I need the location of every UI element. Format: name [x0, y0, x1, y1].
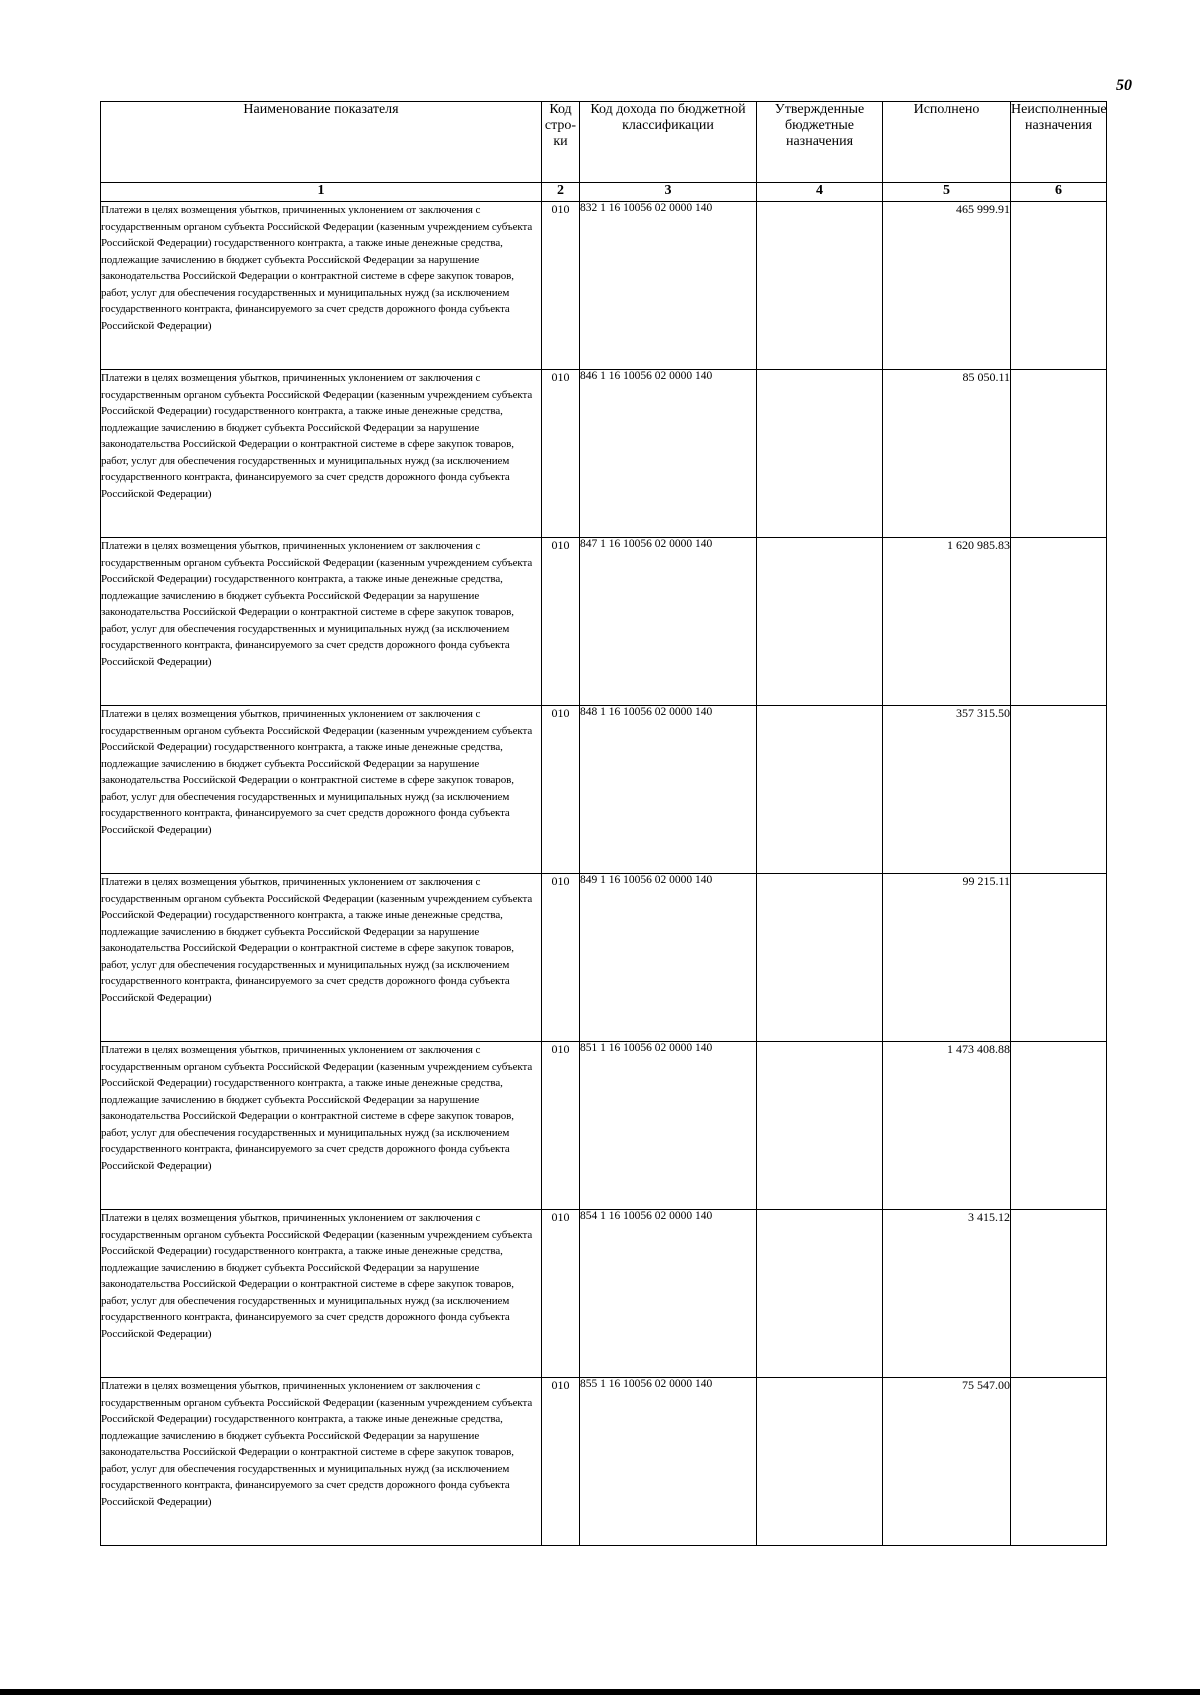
indicator-name: Платежи в целях возмещения убытков, причиненных уклонением от заключения с государственным органом субъекта Российской Федерации (казенным учреждением субъекта Российской Федерации) государственного контракта, а также иные денежные средства, подлежащие зачислению в бюджет субъекта Российской Федерации за нарушение законодательства Российской Федерации о контрактной системе в сфере закупок товаров, работ, услуг для обеспечения государственных и муниципальных нужд (за исключением государственного контракта, финансируемого за счет средств дорожного фонда субъекта Российской Федерации) [101, 706, 542, 874]
column-number: 2 [542, 183, 580, 202]
table-row [101, 1210, 1107, 1378]
unexecuted-amount [1011, 370, 1107, 538]
income-code: 848 1 16 10056 02 0000 140 [580, 706, 757, 874]
approved-amount [757, 538, 883, 706]
unexecuted-amount [1011, 538, 1107, 706]
indicator-name: Платежи в целях возмещения убытков, причиненных уклонением от заключения с государственным органом субъекта Российской Федерации (казенным учреждением субъекта Российской Федерации) государственного контракта, а также иные денежные средства, подлежащие зачислению в бюджет субъекта Российской Федерации за нарушение законодательства Российской Федерации о контрактной системе в сфере закупок товаров, работ, услуг для обеспечения государственных и муниципальных нужд (за исключением государственного контракта, финансируемого за счет средств дорожного фонда субъекта Российской Федерации) [101, 874, 542, 1042]
income-code: 846 1 16 10056 02 0000 140 [580, 370, 757, 538]
column-number: 4 [757, 183, 883, 202]
income-report-table [100, 101, 1107, 1546]
table-row [101, 370, 1107, 538]
unexecuted-amount [1011, 1210, 1107, 1378]
unexecuted-amount [1011, 202, 1107, 370]
approved-amount [757, 1378, 883, 1546]
scan-bottom-edge [0, 1689, 1200, 1695]
line-code: 010 [542, 370, 580, 538]
header-line-code: Код стро-ки [542, 102, 580, 183]
income-code: 855 1 16 10056 02 0000 140 [580, 1378, 757, 1546]
approved-amount [757, 1042, 883, 1210]
column-number: 6 [1011, 183, 1107, 202]
table-row [101, 1042, 1107, 1210]
table-column-numbers-row [101, 183, 1107, 202]
income-code: 851 1 16 10056 02 0000 140 [580, 1042, 757, 1210]
table-row [101, 202, 1107, 370]
line-code: 010 [542, 1210, 580, 1378]
page-number: 50 [1116, 77, 1132, 94]
indicator-name: Платежи в целях возмещения убытков, причиненных уклонением от заключения с государственным органом субъекта Российской Федерации (казенным учреждением субъекта Российской Федерации) государственного контракта, а также иные денежные средства, подлежащие зачислению в бюджет субъекта Российской Федерации за нарушение законодательства Российской Федерации о контрактной системе в сфере закупок товаров, работ, услуг для обеспечения государственных и муниципальных нужд (за исключением государственного контракта, финансируемого за счет средств дорожного фонда субъекта Российской Федерации) [101, 370, 542, 538]
income-code: 847 1 16 10056 02 0000 140 [580, 538, 757, 706]
unexecuted-amount [1011, 874, 1107, 1042]
approved-amount [757, 202, 883, 370]
header-unexecuted: Неисполненные назначения [1011, 102, 1107, 183]
header-executed: Исполнено [883, 102, 1011, 183]
column-number: 5 [883, 183, 1011, 202]
indicator-name: Платежи в целях возмещения убытков, причиненных уклонением от заключения с государственным органом субъекта Российской Федерации (казенным учреждением субъекта Российской Федерации) государственного контракта, а также иные денежные средства, подлежащие зачислению в бюджет субъекта Российской Федерации за нарушение законодательства Российской Федерации о контрактной системе в сфере закупок товаров, работ, услуг для обеспечения государственных и муниципальных нужд (за исключением государственного контракта, финансируемого за счет средств дорожного фонда субъекта Российской Федерации) [101, 1210, 542, 1378]
header-approved: Утвержденные бюджетные назначения [757, 102, 883, 183]
table-header-row [101, 102, 1107, 183]
approved-amount [757, 874, 883, 1042]
income-code: 849 1 16 10056 02 0000 140 [580, 874, 757, 1042]
unexecuted-amount [1011, 706, 1107, 874]
line-code: 010 [542, 538, 580, 706]
indicator-name: Платежи в целях возмещения убытков, причиненных уклонением от заключения с государственным органом субъекта Российской Федерации (казенным учреждением субъекта Российской Федерации) государственного контракта, а также иные денежные средства, подлежащие зачислению в бюджет субъекта Российской Федерации за нарушение законодательства Российской Федерации о контрактной системе в сфере закупок товаров, работ, услуг для обеспечения государственных и муниципальных нужд (за исключением государственного контракта, финансируемого за счет средств дорожного фонда субъекта Российской Федерации) [101, 1378, 542, 1546]
table-row [101, 706, 1107, 874]
table-row [101, 874, 1107, 1042]
executed-amount: 1 473 408.88 [883, 1042, 1011, 1210]
income-code: 854 1 16 10056 02 0000 140 [580, 1210, 757, 1378]
unexecuted-amount [1011, 1378, 1107, 1546]
line-code: 010 [542, 202, 580, 370]
executed-amount: 357 315.50 [883, 706, 1011, 874]
line-code: 010 [542, 1378, 580, 1546]
executed-amount: 465 999.91 [883, 202, 1011, 370]
approved-amount [757, 706, 883, 874]
line-code: 010 [542, 1042, 580, 1210]
approved-amount [757, 370, 883, 538]
header-indicator-name: Наименование показателя [101, 102, 542, 183]
executed-amount: 99 215.11 [883, 874, 1011, 1042]
executed-amount: 85 050.11 [883, 370, 1011, 538]
executed-amount: 75 547.00 [883, 1378, 1011, 1546]
indicator-name: Платежи в целях возмещения убытков, причиненных уклонением от заключения с государственным органом субъекта Российской Федерации (казенным учреждением субъекта Российской Федерации) государственного контракта, а также иные денежные средства, подлежащие зачислению в бюджет субъекта Российской Федерации за нарушение законодательства Российской Федерации о контрактной системе в сфере закупок товаров, работ, услуг для обеспечения государственных и муниципальных нужд (за исключением государственного контракта, финансируемого за счет средств дорожного фонда субъекта Российской Федерации) [101, 1042, 542, 1210]
line-code: 010 [542, 874, 580, 1042]
header-income-code: Код дохода по бюджетной классификации [580, 102, 757, 183]
indicator-name: Платежи в целях возмещения убытков, причиненных уклонением от заключения с государственным органом субъекта Российской Федерации (казенным учреждением субъекта Российской Федерации) государственного контракта, а также иные денежные средства, подлежащие зачислению в бюджет субъекта Российской Федерации за нарушение законодательства Российской Федерации о контрактной системе в сфере закупок товаров, работ, услуг для обеспечения государственных и муниципальных нужд (за исключением государственного контракта, финансируемого за счет средств дорожного фонда субъекта Российской Федерации) [101, 538, 542, 706]
income-code: 832 1 16 10056 02 0000 140 [580, 202, 757, 370]
column-number: 1 [101, 183, 542, 202]
table-row [101, 1378, 1107, 1546]
indicator-name: Платежи в целях возмещения убытков, причиненных уклонением от заключения с государственным органом субъекта Российской Федерации (казенным учреждением субъекта Российской Федерации) государственного контракта, а также иные денежные средства, подлежащие зачислению в бюджет субъекта Российской Федерации за нарушение законодательства Российской Федерации о контрактной системе в сфере закупок товаров, работ, услуг для обеспечения государственных и муниципальных нужд (за исключением государственного контракта, финансируемого за счет средств дорожного фонда субъекта Российской Федерации) [101, 202, 542, 370]
approved-amount [757, 1210, 883, 1378]
unexecuted-amount [1011, 1042, 1107, 1210]
table-row [101, 538, 1107, 706]
column-number: 3 [580, 183, 757, 202]
line-code: 010 [542, 706, 580, 874]
executed-amount: 1 620 985.83 [883, 538, 1011, 706]
executed-amount: 3 415.12 [883, 1210, 1011, 1378]
